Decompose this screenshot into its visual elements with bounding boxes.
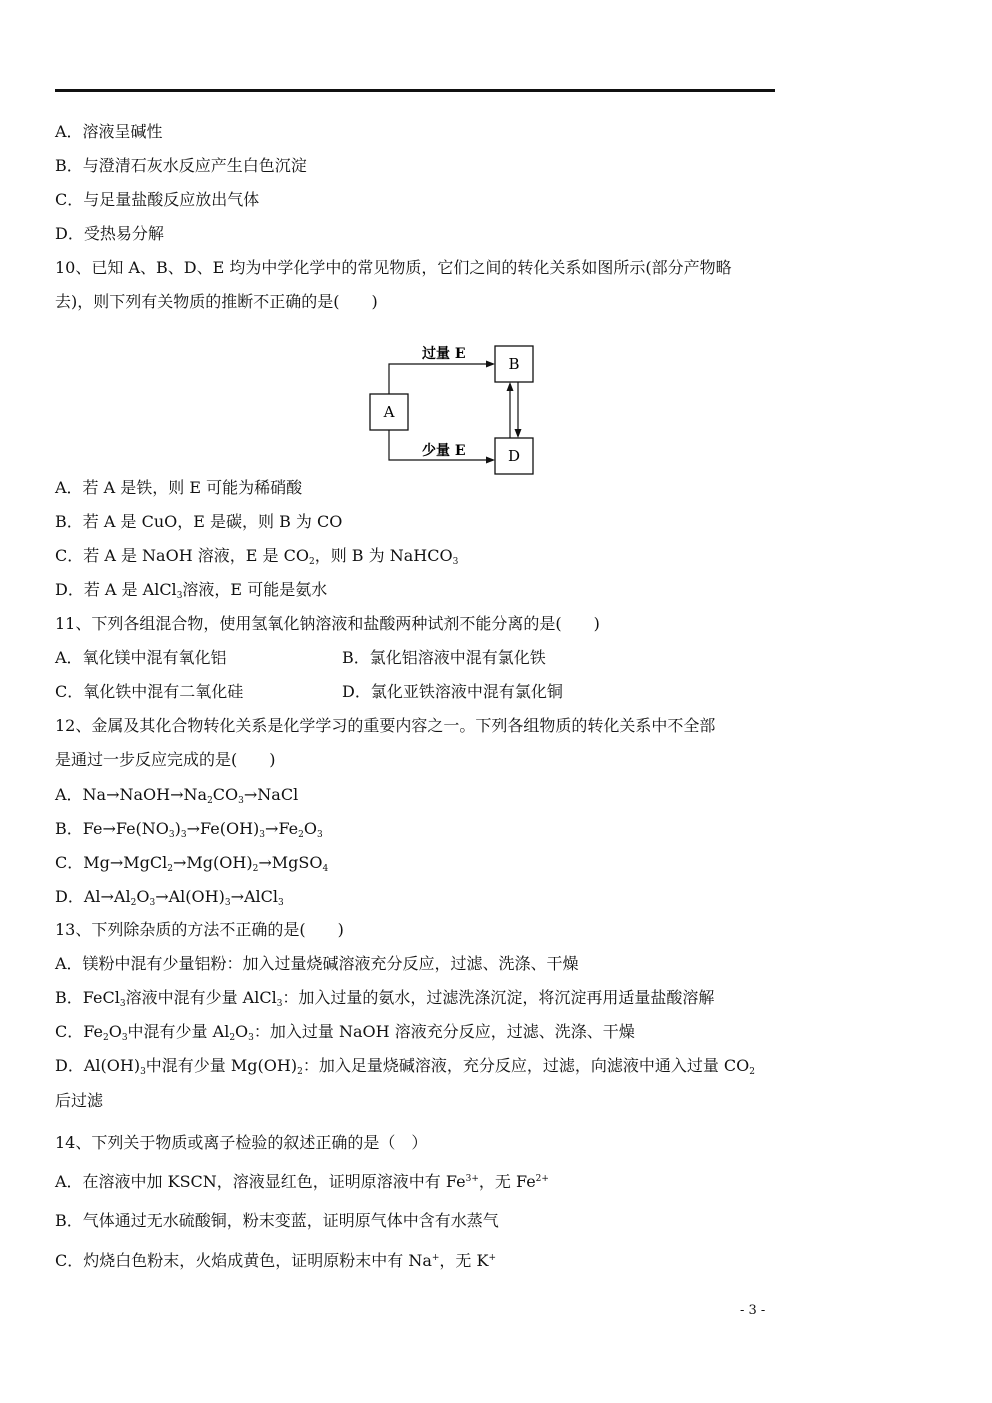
diagram-label-little-e: 少量 E xyxy=(422,443,466,459)
q14-option-c: C．灼烧白色粉末，火焰成黄色，证明原粉末中有 Na+，无 K+ xyxy=(55,1251,497,1270)
q13-option-d: D．$Al(OH)_3$中混有少量 $Mg(OH)_2$：加入足量烧碱溶液，充分反应，过滤，向滤液中通入过量 $CO_2$ xyxy=(55,1056,755,1077)
q12-stem-line2: 是通过一步反应完成的是( ) xyxy=(55,750,276,769)
diagram-label-b: B xyxy=(508,355,520,373)
q13-stem: 13、下列除杂质的方法不正确的是( ) xyxy=(55,920,344,939)
arrowhead-a-to-d xyxy=(486,457,495,464)
q13-option-b: B．FeCl$_3$溶液中混有少量 AlCl$_3$：加入过量的氨水，过滤洗涤沉淀，将沉淀再用适量盐酸溶解 xyxy=(55,988,715,1009)
q14-option-a: A．在溶液中加 KSCN，溶液显红色，证明原溶液中有 $Fe^{3+}$，无 $Fe^{2+}$ xyxy=(55,1172,549,1191)
q14-stem: 14、下列关于物质或离子检验的叙述正确的是（ ） xyxy=(55,1133,428,1152)
q9-option-a: A．溶液呈碱性 xyxy=(55,122,163,141)
q11-option-d: D．氯化亚铁溶液中混有氯化铜 xyxy=(342,682,563,701)
q11-option-b: B．氯化铝溶液中混有氯化铁 xyxy=(342,648,546,667)
q13-option-a: A．镁粉中混有少量铝粉：加入过量烧碱溶液充分反应，过滤、洗涤、干燥 xyxy=(55,954,579,973)
arrowhead-d-to-b xyxy=(507,382,514,391)
q10-option-d: D．若 A 是 AlCl$_3$溶液，E 可能是氨水 xyxy=(55,580,328,601)
q10-option-a: A．若 A 是铁，则 E 可能为稀硝酸 xyxy=(55,478,303,497)
diagram-label-excess-e: 过量 E xyxy=(422,346,466,362)
q10-stem-line1: 10、已知 A、B、D、E 均为中学化学中的常见物质，它们之间的转化关系如图所示(部分产物略 xyxy=(55,258,732,277)
q12-option-a: A．$Na\to NaOH\to Na_2CO_3\to NaCl$ xyxy=(55,785,299,806)
q10-diagram xyxy=(360,338,550,480)
page-number: - 3 - xyxy=(740,1303,766,1318)
q10-option-b: B．若 A 是 CuO，E 是碳，则 B 为 CO xyxy=(55,512,343,531)
q9-option-b: B．与澄清石灰水反应产生白色沉淀 xyxy=(55,156,307,175)
q11-option-a: A．氧化镁中混有氧化铝 xyxy=(55,648,227,667)
q12-option-d: D．$Al\to Al_2O_3\to Al(OH)_3\to AlCl_3$ xyxy=(55,887,284,908)
q10-option-c: C．若 A 是 NaOH 溶液，E 是 $CO_2$，则 B 为 NaHCO$_3$ xyxy=(55,546,459,567)
diagram-label-a: A xyxy=(383,403,395,421)
diagram-label-d: D xyxy=(507,447,521,465)
q14-option-b: B．气体通过无水硫酸铜，粉末变蓝，证明原气体中含有水蒸气 xyxy=(55,1211,499,1230)
q13-option-c: C．$Fe_2O_3$中混有少量 $Al_2O_3$：加入过量 NaOH 溶液充分反应，过滤、洗涤、干燥 xyxy=(55,1022,635,1043)
arrowhead-a-to-b xyxy=(486,361,495,368)
arrow-a-to-b xyxy=(389,364,493,394)
q13-option-d-line2: 后过滤 xyxy=(55,1091,104,1110)
q12-stem-line1: 12、金属及其化合物转化关系是化学学习的重要内容之一。下列各组物质的转化关系中不全部 xyxy=(55,716,716,735)
q11-option-c: C．氧化铁中混有二氧化硅 xyxy=(55,682,244,701)
q9-option-c: C．与足量盐酸反应放出气体 xyxy=(55,190,260,209)
arrowhead-b-to-d xyxy=(515,429,522,438)
header-rule xyxy=(55,89,775,92)
q10-stem-line2: 去)，则下列有关物质的推断不正确的是( ) xyxy=(55,292,378,311)
q11-stem: 11、下列各组混合物，使用氢氧化钠溶液和盐酸两种试剂不能分离的是( ) xyxy=(55,614,600,633)
q12-option-b: B．$Fe\to Fe(NO_3)_3\to Fe(OH)_3\to Fe_2O_3$ xyxy=(55,819,323,840)
q9-option-d: D．受热易分解 xyxy=(55,224,164,243)
q12-option-c: C．$Mg\to MgCl_2\to Mg(OH)_2\to MgSO_4$ xyxy=(55,853,329,874)
